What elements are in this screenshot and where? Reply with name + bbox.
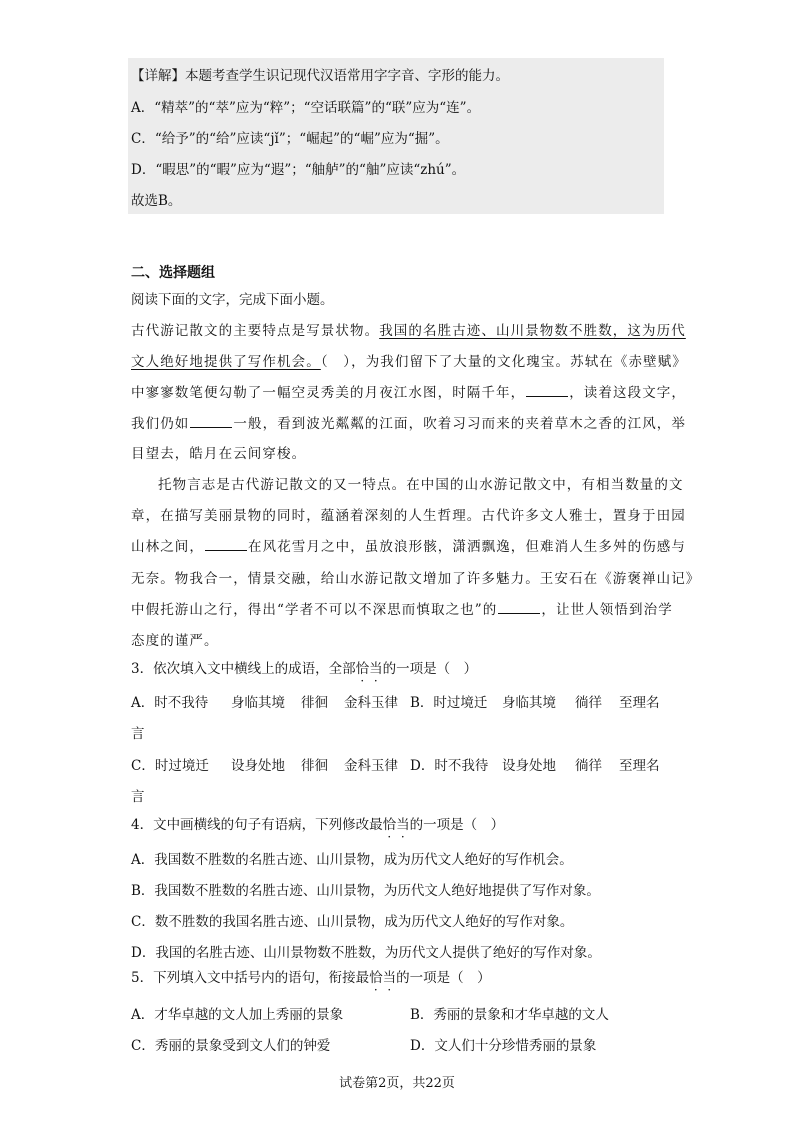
stem-text: 3．依次填入文中横线上的成语，全部 (131, 661, 356, 677)
passage-line (131, 412, 686, 432)
q3-option-c-part: 金科玉律 (344, 758, 398, 774)
passage-line: 目望去，皓月在云间穿梭。 (131, 446, 307, 462)
answer-line-4: D．“暇思”的“暇”应为“遐”；“舳舻”的“舳”应读“zhú”。 (131, 162, 466, 178)
answer-line-1: 【详解】本题考查学生识记现代汉语常用字字音、字形的能力。 (131, 68, 509, 84)
passage-text: 我们仍如 (131, 416, 190, 432)
q5-option-a[interactable]: A．才华卓越的文人加上秀丽的景象 (131, 1007, 344, 1023)
q3-option-d-part: 徜徉 (575, 758, 602, 774)
passage-line (131, 535, 686, 555)
underlined-sentence: 文人绝好地提供了写作机会。 (131, 354, 321, 370)
passage-line: 态度的谨严。 (131, 633, 219, 649)
passage-text: （ ），为我们留下了大量的文化瑰宝。苏轼在《赤壁赋》 (320, 354, 687, 370)
passage-text: ，读着这段文字， (569, 385, 687, 401)
emphasis-char: 当 (369, 661, 383, 677)
q3-option-c-part: 设身处地 (231, 758, 285, 774)
passage-text: ，让世人领悟到治学 (541, 602, 673, 618)
q5-option-b[interactable]: B．秀丽的景象和才华卓越的文人 (410, 1007, 609, 1023)
q3-option-a-part: 身临其境 (231, 695, 285, 711)
fill-blank (498, 599, 540, 614)
passage-text: 古代游记散文的主要特点是写景状物。 (131, 323, 380, 339)
stem-text: 的一项是（ ） (409, 817, 505, 833)
passage-text: 中寥寥数笔便勾勒了一幅空灵秀美的月夜江水图，时隔千年， (131, 385, 526, 401)
q3-option-d[interactable]: D．时不我待 (410, 758, 489, 774)
q3-option-b-part: 至理名 (619, 695, 660, 711)
question-4-stem (131, 813, 504, 833)
page-footer: 试卷第2页，共22页 (339, 1076, 455, 1091)
q3-option-c[interactable]: C．时过境迁 (131, 758, 209, 774)
q3-option-d-part: 至理名 (619, 758, 660, 774)
stem-text: 4．文中画横线的句子有语病，下列修改最 (131, 817, 383, 833)
option-part: A．时不我待 (131, 695, 209, 711)
passage-text: 在风花雪月之中，虽放浪形骸，潇洒飘逸，但难消人生多舛的伤感与 (248, 539, 686, 555)
q3-option-b[interactable]: B．时过境迁 (410, 695, 488, 711)
passage-text: 中假托游山之行，得出“学者不可以不深思而慎取之也”的 (131, 602, 498, 618)
emphasis-char: 恰 (355, 661, 370, 677)
emphasis-char: 恰 (369, 970, 383, 986)
q3-option-d-part: 设身处地 (502, 758, 556, 774)
passage-line: 章，在描写美丽景物的同时，蕴涵着深刻的人生哲理。古代许多文人雅士，置身于田园 (131, 508, 686, 524)
answer-line-3: C．“给予”的“给”应读“jǐ”；“崛起”的“崛”应为“掘”。 (131, 131, 449, 147)
passage-line: 托物言志是古代游记散文的又一特点。在中国的山水游记散文中，有相当数量的文 (158, 477, 684, 493)
stem-text: 的一项是（ ） (382, 661, 478, 677)
q3-option-a-part: 金科玉律 (344, 695, 398, 711)
q3-option-b-part: 身临其境 (502, 695, 556, 711)
passage-line: 无奈。物我合一，情景交融，给山水游记散文增加了许多魅力。王安石在《游褒禅山记》 (131, 571, 701, 587)
passage-line (131, 598, 673, 618)
question-3-stem (131, 657, 477, 677)
section-title: 二、选择题组 (131, 265, 215, 281)
q3-option-wrap: 言 (131, 726, 145, 742)
passage-line (131, 319, 686, 339)
section-instruction: 阅读下面的文字，完成下面小题。 (131, 292, 334, 308)
q3-option-c-part: 徘徊 (301, 758, 328, 774)
stem-text: 的一项是（ ） (396, 970, 491, 986)
emphasis-char: 当 (382, 970, 397, 986)
q4-option-b[interactable]: B．我国数不胜数的名胜古迹、山川景物，为历代文人绝好地提供了写作对象。 (131, 883, 600, 899)
q3-option-wrap: 言 (131, 789, 145, 805)
q3-option-b-part: 徜徉 (575, 695, 602, 711)
passage-line (131, 350, 687, 370)
fill-blank (190, 413, 232, 428)
q4-option-a[interactable]: A．我国数不胜数的名胜古迹、山川景物，成为历代文人绝好的写作机会。 (131, 852, 573, 868)
q3-option-a[interactable] (131, 691, 208, 711)
answer-line-5: 故选B。 (131, 193, 182, 209)
passage-text: 一般，看到波光粼粼的江面，吹着习习而来的夹着草木之香的江风，举 (233, 416, 687, 432)
stem-text: 5．下列填入文中括号内的语句，衔接最 (131, 970, 370, 986)
q4-option-c[interactable]: C．数不胜数的我国名胜古迹、山川景物，成为历代文人绝好的写作对象。 (131, 914, 574, 930)
fill-blank (526, 382, 568, 397)
q5-option-d[interactable]: D．文人们十分珍惜秀丽的景象 (410, 1038, 597, 1054)
question-5-stem (131, 966, 491, 986)
emphasis-char: 当 (396, 817, 410, 833)
passage-line (131, 381, 686, 401)
fill-blank (205, 536, 247, 551)
emphasis-char: 恰 (382, 817, 397, 833)
passage-text: 山林之间， (131, 539, 204, 555)
q5-option-c[interactable]: C．秀丽的景象受到文人们的钟爱 (131, 1038, 331, 1054)
q4-option-d[interactable]: D．我国的名胜古迹、山川景物数不胜数，为历代文人提供了绝好的写作对象。 (131, 945, 601, 961)
answer-line-2: A．“精萃”的“萃”应为“粹”；“空话联篇”的“联”应为“连”。 (131, 100, 481, 116)
q3-option-a-part: 徘徊 (301, 695, 328, 711)
underlined-sentence: 我国的名胜古迹、山川景物数不胜数，这为历代 (379, 323, 686, 339)
